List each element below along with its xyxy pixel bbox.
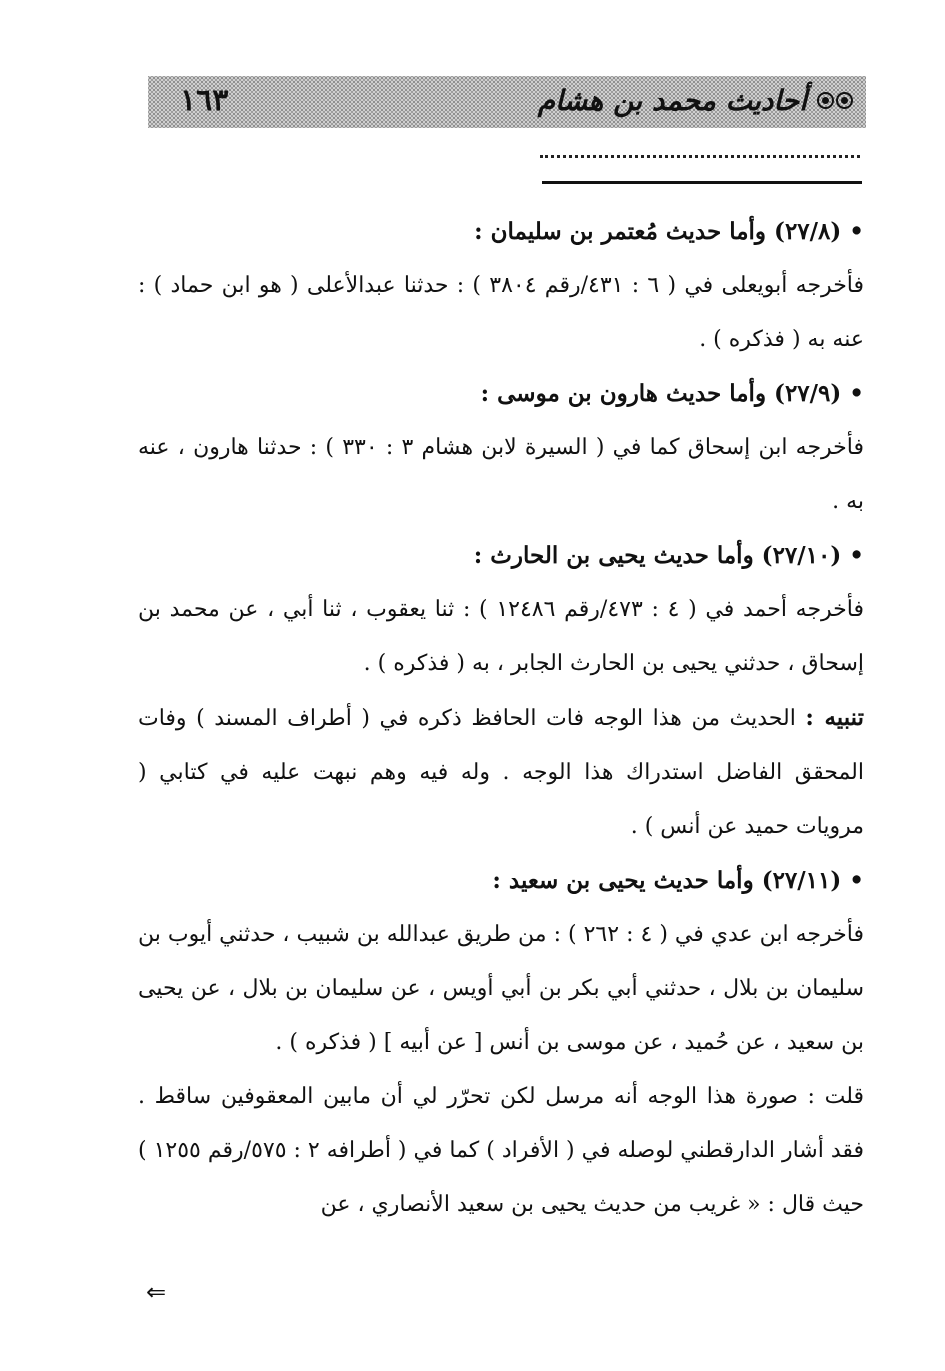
double-circle-ornament-icon — [817, 92, 853, 109]
paragraph-11: فأخرجه ابن عدي في ( ٤ : ٢٦٢ ) : من طريق عبدالله بن شبيب ، حدثني أيوب بن سليمان بن بلال ، حدثني أبي بكر بن أبي أويس ، عن سليمان بن بلال ، عن يحيى بن سعيد ، عن حُميد ، عن موسى بن أنس [ عن أبيه ] ( فذكره ) . — [138, 922, 864, 1055]
running-title-text: أحاديث محمد بن هشام — [537, 84, 807, 117]
solid-rule — [542, 181, 862, 184]
page-content — [138, 205, 864, 1232]
continue-arrow-icon: ⇐ — [146, 1278, 167, 1306]
note-paragraph — [138, 691, 864, 854]
note-label: تنبيه : — [805, 704, 864, 731]
section-heading-9: • (٢٧/٩) وأما حديث هارون بن موسى : — [480, 380, 864, 407]
paragraph-10: فأخرجه أحمد في ( ٤ : ٤٧٣/رقم ١٢٤٨٦ ) : ثنا يعقوب ، ثنا أبي ، عن محمد بن إسحاق ، حدثني يحيى بن الحارث الجابر ، به ( فذكره ) . — [138, 597, 865, 676]
note-text: الحديث من هذا الوجه فات الحافظ ذكره في ( أطراف المسند ) وفات المحقق الفاضل استدراك هذا الوجه . وله فيه وهم نبهت عليه في كتابي ( مرويات حميد عن أنس ) . — [138, 706, 864, 839]
section-heading-10: • (٢٧/١٠) وأما حديث يحيى بن الحارث : — [473, 542, 864, 569]
running-title — [538, 84, 853, 117]
paragraph-8: فأخرجه أبويعلى في ( ٦ : ٤٣١/رقم ٣٨٠٤ ) : حدثنا عبدالأعلى ( هو ابن حماد ) : عنه به ( فذكره ) . — [138, 273, 865, 352]
section-heading-8: • (٢٧/٨) وأما حديث مُعتمر بن سليمان : — [474, 218, 864, 245]
paragraph-comment: قلت : صورة هذا الوجه أنه مرسل لكن تحرّر لي أن مابين المعقوفين ساقط . فقد أشار الدارقطني لوصله في ( الأفراد ) كما في ( أطرافه ٢ : ٥٧٥/رقم ١٢٥٥ ) حيث قال : « غريب من حديث يحيى بن سعيد الأنصاري ، عن — [138, 1084, 865, 1217]
section-heading-11: • (٢٧/١١) وأما حديث يحيى بن سعيد : — [492, 867, 864, 894]
paragraph-9: فأخرجه ابن إسحاق كما في ( السيرة لابن هشام ٣ : ٣٣٠ ) : حدثنا هارون ، عنه به . — [138, 435, 865, 514]
dotted-rule — [540, 155, 860, 158]
page-number: ١٦٣ — [180, 83, 229, 118]
